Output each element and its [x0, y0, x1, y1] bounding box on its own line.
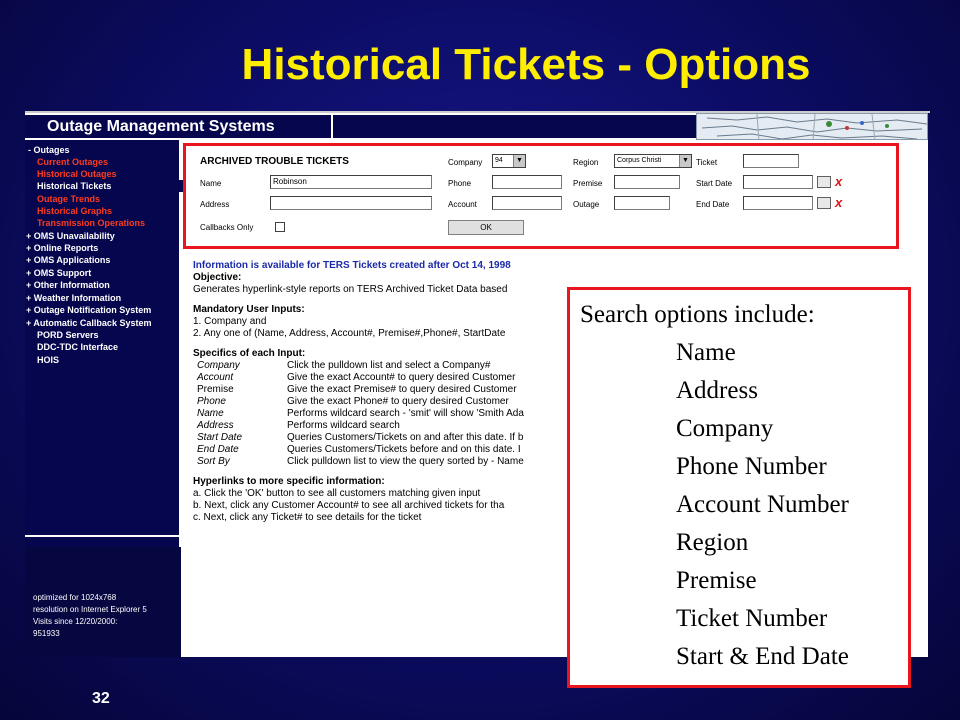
- outage-label: Outage: [573, 200, 600, 209]
- map-image: [697, 114, 928, 140]
- app-header: [25, 113, 333, 140]
- end-date-label: End Date: [696, 200, 730, 209]
- sidebar-item-oms-applications[interactable]: + OMS Applications: [26, 255, 111, 265]
- region-select[interactable]: [614, 154, 692, 168]
- form-title: ARCHIVED TROUBLE TICKETS: [200, 156, 349, 167]
- sidebar-item-historical-outages[interactable]: Historical Outages: [37, 169, 117, 179]
- spec-value: Click the pulldown list and select a Company#: [287, 360, 491, 371]
- hyperlinks-heading: Hyperlinks to more specific information:: [193, 476, 385, 487]
- visit-count: 951933: [33, 629, 60, 638]
- premise-input[interactable]: [614, 175, 680, 189]
- name-input[interactable]: Robinson: [270, 175, 432, 189]
- spec-key: Address: [197, 420, 234, 431]
- spec-value: Give the exact Account# to query desired Customer: [287, 372, 516, 383]
- mandatory-item: 1. Company and: [193, 316, 267, 327]
- ticket-label: Ticket: [696, 158, 718, 167]
- ticket-input[interactable]: [743, 154, 799, 168]
- sidebar-footer: [33, 592, 179, 640]
- spec-value: Give the exact Phone# to query desired Customer: [287, 396, 509, 407]
- sidebar-item-outage-trends[interactable]: Outage Trends: [37, 194, 101, 204]
- sidebar-item-ddc-tdc-interface[interactable]: DDC-TDC Interface: [37, 342, 119, 352]
- hyperlinks-item: b. Next, click any Customer Account# to see all archived tickets for tha: [193, 500, 505, 511]
- spec-key: Premise: [197, 384, 234, 395]
- availability-note: Information is available for TERS Tickets created after Oct 14, 1998: [193, 260, 511, 271]
- company-select[interactable]: [492, 154, 526, 168]
- spec-value: Click pulldown list to view the query sorted by - Name: [287, 456, 524, 467]
- callout-option: Region: [676, 529, 749, 556]
- app-header-title: Outage Management Systems: [47, 118, 275, 135]
- callout-option: Account Number: [676, 491, 849, 518]
- spec-key: Name: [197, 408, 224, 419]
- sidebar-item-pord-servers[interactable]: PORD Servers: [37, 330, 99, 340]
- callout-option: Ticket Number: [676, 605, 828, 632]
- sidebar-item-outage-notification-system[interactable]: + Outage Notification System: [26, 305, 152, 315]
- spec-row: [193, 420, 573, 432]
- spec-row: [193, 408, 573, 420]
- instructions: [193, 260, 573, 524]
- spec-value: Queries Customers/Tickets before and on this date. I: [287, 444, 521, 455]
- start-date-label: Start Date: [696, 179, 733, 188]
- name-label: Name: [200, 179, 222, 188]
- spec-key: Phone: [197, 396, 226, 407]
- sidebar-item-hois[interactable]: HOIS: [37, 355, 60, 365]
- outage-input[interactable]: [614, 196, 670, 210]
- spec-value: Give the exact Premise# to query desired Customer: [287, 384, 517, 395]
- sidebar-item-automatic-callback-system[interactable]: + Automatic Callback System: [26, 318, 152, 328]
- chevron-down-icon: ▼: [513, 155, 525, 167]
- account-input[interactable]: [492, 196, 562, 210]
- spec-key: End Date: [197, 444, 239, 455]
- company-label: Company: [448, 158, 483, 167]
- spec-value: Performs wildcard search: [287, 420, 400, 431]
- search-form-panel: [183, 143, 899, 249]
- phone-input[interactable]: [492, 175, 562, 189]
- search-options-callout: [567, 287, 911, 688]
- spec-key: Company: [197, 360, 240, 371]
- specifics-heading: Specifics of each Input:: [193, 348, 306, 359]
- spec-row: [193, 360, 573, 372]
- spec-row: [193, 444, 573, 456]
- sidebar-item-outages[interactable]: - Outages: [28, 145, 70, 155]
- callout-heading: Search options include:: [580, 301, 815, 328]
- sidebar-item-weather-information[interactable]: + Weather Information: [26, 293, 122, 303]
- callbacks-only-checkbox[interactable]: [275, 222, 285, 232]
- hyperlinks-item: a. Click the 'OK' button to see all customers matching given input: [193, 488, 481, 499]
- callout-option: Start & End Date: [676, 643, 849, 670]
- callout-option: Address: [676, 377, 758, 404]
- spec-row: [193, 372, 573, 384]
- spec-key: Start Date: [197, 432, 243, 443]
- region-label: Region: [573, 158, 599, 167]
- account-label: Account: [448, 200, 477, 209]
- callbacks-only-label: Callbacks Only: [200, 223, 254, 232]
- calendar-icon[interactable]: [817, 197, 831, 209]
- spec-row: [193, 396, 573, 408]
- header-bar: [333, 113, 696, 140]
- spec-key: Sort By: [197, 456, 230, 467]
- callout-option: Name: [676, 339, 736, 366]
- end-date-input[interactable]: [743, 196, 813, 210]
- sidebar-divider: [25, 535, 181, 537]
- sidebar-item-other-information[interactable]: + Other Information: [26, 280, 110, 290]
- objective-text: Generates hyperlink-style reports on TERS Archived Ticket Data based: [193, 284, 508, 295]
- mandatory-item: 2. Any one of (Name, Address, Account#, Premise#,Phone#, StartDate: [193, 328, 506, 339]
- spec-row: [193, 456, 573, 468]
- sidebar-item-online-reports[interactable]: + Online Reports: [26, 243, 99, 253]
- spec-value: Performs wildcard search - 'smit' will show 'Smith Ada: [287, 408, 524, 419]
- footer-line: optimized for 1024x768: [33, 593, 117, 602]
- map-banner: [696, 113, 928, 140]
- address-label: Address: [200, 200, 230, 209]
- footer-line: Visits since 12/20/2000:: [33, 617, 118, 626]
- sidebar-item-oms-unavailability[interactable]: + OMS Unavailability: [26, 231, 115, 241]
- mandatory-heading: Mandatory User Inputs:: [193, 304, 305, 315]
- address-input[interactable]: [270, 196, 432, 210]
- sidebar-item-historical-tickets[interactable]: Historical Tickets: [37, 180, 193, 192]
- phone-label: Phone: [448, 179, 472, 188]
- start-date-input[interactable]: [743, 175, 813, 189]
- sidebar-item-oms-support[interactable]: + OMS Support: [26, 268, 92, 278]
- region-select-value: Corpus Christi: [617, 157, 662, 164]
- clear-end-date-icon[interactable]: x: [835, 195, 843, 210]
- objective-heading: Objective:: [193, 272, 242, 283]
- calendar-icon[interactable]: [817, 176, 831, 188]
- callout-option: Phone Number: [676, 453, 827, 480]
- callout-option: Company: [676, 415, 774, 442]
- callout-option: Premise: [676, 567, 757, 594]
- page-number: 32: [92, 690, 110, 707]
- slide-title: Historical Tickets - Options: [241, 40, 811, 89]
- spec-key: Account: [197, 372, 234, 383]
- spec-value: Queries Customers/Tickets on and after this date. If b: [287, 432, 524, 443]
- premise-label: Premise: [573, 179, 603, 188]
- company-select-value: 94: [495, 157, 503, 164]
- ok-button[interactable]: OK: [448, 220, 524, 235]
- footer-line: resolution on Internet Explorer 5: [33, 605, 147, 614]
- clear-start-date-icon[interactable]: x: [835, 174, 843, 189]
- sidebar-nav: [25, 140, 181, 657]
- spec-row: [193, 432, 573, 444]
- sidebar-item-current-outages[interactable]: Current Outages: [37, 157, 109, 167]
- sidebar-item-transmission-operations[interactable]: Transmission Operations: [37, 218, 146, 228]
- spec-row: [193, 384, 573, 396]
- sidebar-item-historical-graphs[interactable]: Historical Graphs: [37, 206, 113, 216]
- hyperlinks-item: c. Next, click any Ticket# to see details for the ticket: [193, 512, 422, 523]
- chevron-down-icon: ▼: [679, 155, 691, 167]
